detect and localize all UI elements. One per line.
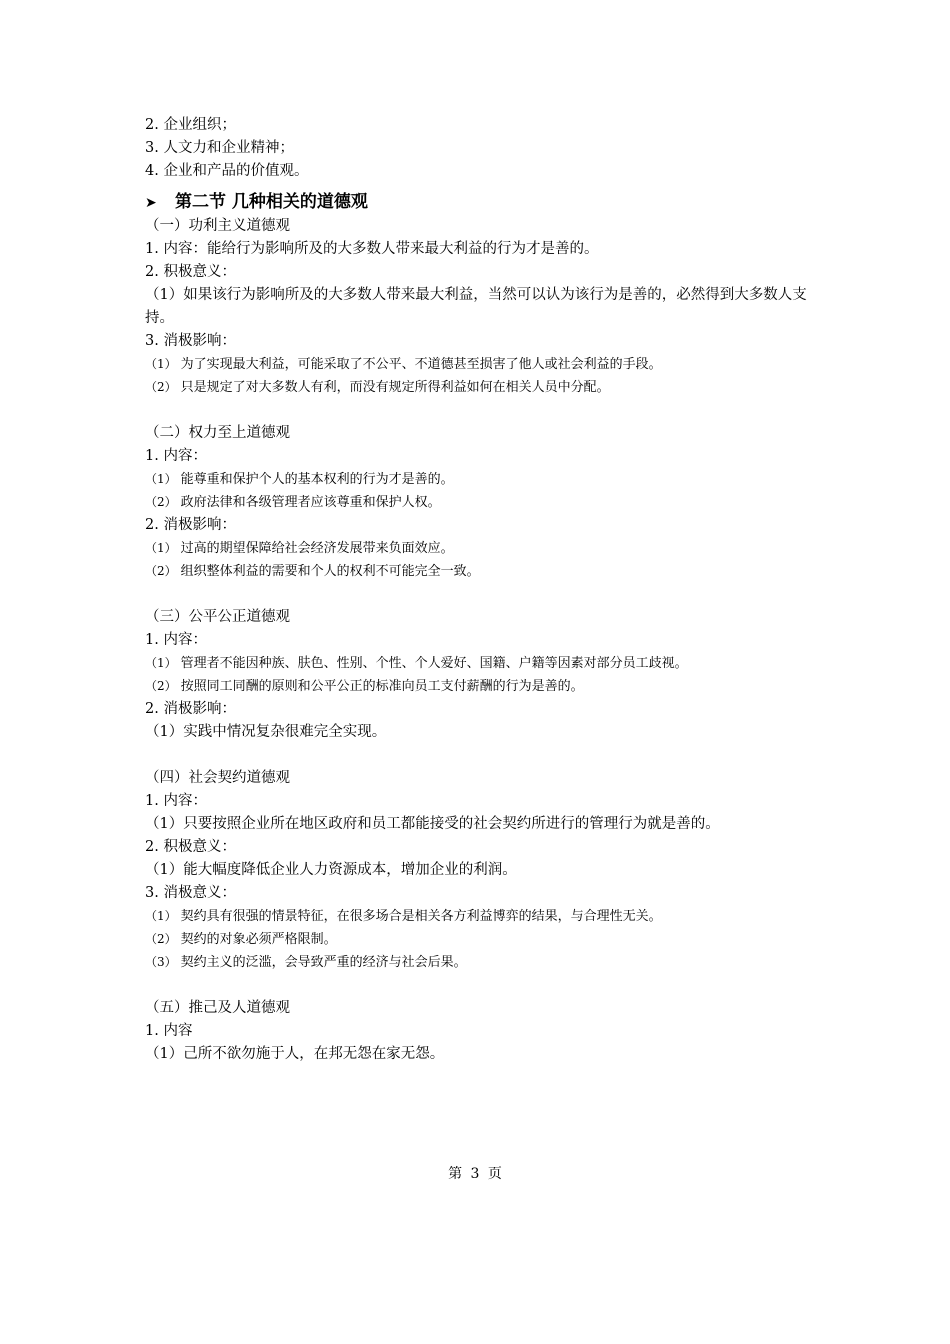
list-item [145,376,810,399]
section-title: 第二节 几种相关的道德观 [175,192,368,212]
paragraph: 2. 积极意义： [145,839,236,855]
list-item [145,468,810,491]
paragraph: 3. 消极影响： [145,333,236,349]
spacer [145,974,810,997]
list-number: （1） [145,357,177,371]
paragraph: 2. 消极影响： [145,517,236,533]
page-number: 第 3 页 [448,1166,502,1182]
list-item: 4. 企业和产品的价值观。 [145,163,309,179]
paragraph: 1. 内容 [145,1023,193,1039]
spacer [145,744,810,767]
spacer [145,399,810,422]
subsection-heading: （三）公平公正道德观 [145,609,290,625]
list-text: 过高的期望保障给社会经济发展带来负面效应。 [180,541,454,556]
list-item [145,353,810,376]
list-item [145,537,810,560]
paragraph: （1）如果该行为影响所及的大多数人带来最大利益，当然可以认为该行为是善的，必然得到大多数人支持。 [145,287,807,326]
subsection-heading: （二）权力至上道德观 [145,425,290,441]
paragraph: （1）实践中情况复杂很难完全实现。 [145,724,387,740]
list-text: 政府法律和各级管理者应该尊重和保护人权。 [180,495,441,510]
list-item: 2. 企业组织； [145,117,236,133]
paragraph: 2. 消极影响： [145,701,236,717]
list-item: 3. 人文力和企业精神； [145,140,294,156]
paragraph: 1. 内容： [145,793,207,809]
list-item [145,905,810,928]
spacer [145,583,810,606]
paragraph: 2. 积极意义： [145,264,236,280]
subsection-heading: （五）推己及人道德观 [145,1000,290,1016]
subsection-heading: （四）社会契约道德观 [145,770,290,786]
list-item [145,675,810,698]
paragraph: 1. 内容：能给行为影响所及的大多数人带来最大利益的行为才是善的。 [145,241,599,257]
page-footer [0,1164,950,1184]
subsection-heading: （一）功利主义道德观 [145,218,290,234]
paragraph: 3. 消极意义： [145,885,236,901]
list-number: （2） [145,564,177,578]
list-item [145,560,810,583]
list-number: （3） [145,955,177,969]
paragraph: 1. 内容： [145,448,207,464]
list-item [145,491,810,514]
list-number: （1） [145,472,177,486]
list-text: 组织整体利益的需要和个人的权利不可能完全一致。 [180,564,480,579]
list-number: （1） [145,656,177,670]
paragraph: （1）只要按照企业所在地区政府和员工都能接受的社会契约所进行的管理行为就是善的。 [145,816,720,832]
page-content [145,114,810,1066]
paragraph: （1）己所不欲勿施于人，在邦无怨在家无怨。 [145,1046,445,1062]
list-number: （2） [145,495,177,509]
list-item [145,652,810,675]
list-number: （1） [145,541,177,555]
list-text: 能尊重和保护个人的基本权利的行为才是善的。 [180,472,454,487]
paragraph: （1）能大幅度降低企业人力资源成本，增加企业的利润。 [145,862,517,878]
list-number: （2） [145,380,177,394]
list-text: 契约的对象必须严格限制。 [180,932,337,947]
list-item [145,928,810,951]
list-text: 为了实现最大利益，可能采取了不公平、不道德甚至损害了他人或社会利益的手段。 [180,357,662,372]
list-text: 管理者不能因种族、肤色、性别、个性、个人爱好、国籍、户籍等因素对部分员工歧视。 [180,656,688,671]
list-text: 按照同工同酬的原则和公平公正的标准向员工支付薪酬的行为是善的。 [180,679,584,694]
list-number: （2） [145,932,177,946]
list-text: 契约具有很强的情景特征，在很多场合是相关各方利益博弈的结果，与合理性无关。 [180,909,662,924]
list-text: 契约主义的泛滥，会导致严重的经济与社会后果。 [180,955,467,970]
section-heading [145,190,810,215]
right-arrowhead-icon: ➤ [145,195,157,211]
list-item [145,951,810,974]
list-text: 只是规定了对大多数人有利，而没有规定所得利益如何在相关人员中分配。 [180,380,610,395]
paragraph: 1. 内容： [145,632,207,648]
list-number: （1） [145,909,177,923]
list-number: （2） [145,679,177,693]
